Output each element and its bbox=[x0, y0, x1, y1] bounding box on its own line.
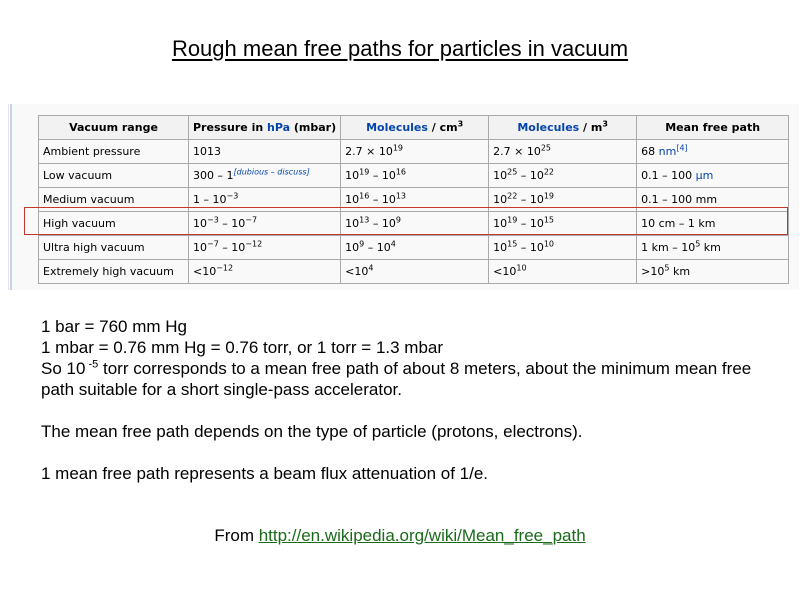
panel-accent-bar bbox=[10, 104, 12, 290]
cell-molecules-cm3: $2.7 \times 10^{19}$ bbox=[341, 140, 489, 164]
cell-pressure: $10^{-7} - 10^{-12}$ bbox=[189, 236, 341, 260]
cell-molecules-m3: $<10^{10}$ bbox=[489, 260, 637, 284]
source-line: From http://en.wikipedia.org/wiki/Mean_free_path bbox=[214, 526, 586, 545]
header-molecules-cm3: Molecules / $cm^3$ bbox=[341, 116, 489, 140]
cell-range: Extremely high vacuum bbox=[39, 260, 189, 284]
cell-range: Ultra high vacuum bbox=[39, 236, 189, 260]
cell-mean-free-path: 68 nm[4] bbox=[637, 140, 789, 164]
cell-mean-free-path: 0.1 – 100 mm bbox=[637, 188, 789, 212]
cell-pressure: $1 - 10^{-3}$ bbox=[189, 188, 341, 212]
cell-molecules-cm3: $<10^4$ bbox=[341, 260, 489, 284]
note-attenuation: 1 mean free path represents a beam flux attenuation of 1/e. bbox=[41, 464, 489, 483]
cell-pressure: $10^{-3} - 10^{-7}$ bbox=[189, 212, 341, 236]
cell-molecules-cm3: $10^{13} - 10^9$ bbox=[341, 212, 489, 236]
note-particle-type: The mean free path depends on the type of particle (protons, electrons). bbox=[41, 422, 583, 441]
cell-range: Medium vacuum bbox=[39, 188, 189, 212]
cell-molecules-cm3: $10^9 - 10^4$ bbox=[341, 236, 489, 260]
cell-molecules-cm3: $10^{19} - 10^{16}$ bbox=[341, 164, 489, 188]
molecules-link[interactable]: Molecules bbox=[517, 121, 580, 134]
cell-molecules-m3: $10^{19} - 10^{15}$ bbox=[489, 212, 637, 236]
wikipedia-link[interactable]: http://en.wikipedia.org/wiki/Mean_free_path bbox=[258, 526, 586, 545]
header-pressure: Pressure in hPa (mbar) bbox=[189, 116, 341, 140]
cell-mean-free-path: 0.1 – 100 µm bbox=[637, 164, 789, 188]
cell-pressure: $<10^{-12}$ bbox=[189, 260, 341, 284]
note-bar-conversion: 1 bar = 760 mm Hg bbox=[41, 317, 187, 336]
row-ultra-high-vacuum bbox=[39, 236, 789, 260]
cell-molecules-m3: $2.7 \times 10^{25}$ bbox=[489, 140, 637, 164]
slide-title: Rough mean free paths for particles in vacuum bbox=[171, 36, 629, 61]
molecules-link[interactable]: Molecules bbox=[366, 121, 428, 134]
cell-molecules-m3: $10^{25} - 10^{22}$ bbox=[489, 164, 637, 188]
cell-molecules-cm3: $10^{16} - 10^{13}$ bbox=[341, 188, 489, 212]
cell-mean-free-path: 10 cm – 1 km bbox=[637, 212, 789, 236]
cell-range: Ambient pressure bbox=[39, 140, 189, 164]
cell-pressure: 1013 bbox=[189, 140, 341, 164]
note-torr-mean-free-path: So 10 $^{-5}$ torr corresponds to a mean free path of about 8 meters, about the minimum mean free path suitable for a short single-pass accelerator. bbox=[41, 358, 752, 399]
hpa-link[interactable]: hPa bbox=[267, 121, 291, 134]
header-vacuum-range: Vacuum range bbox=[39, 116, 189, 140]
cell-range: Low vacuum bbox=[39, 164, 189, 188]
cell-pressure: 300 – 1[dubious – discuss] bbox=[189, 164, 341, 188]
row-low-vacuum bbox=[39, 164, 789, 188]
note-mbar-conversion: 1 mbar = 0.76 mm Hg = 0.76 torr, or 1 torr = 1.3 mbar bbox=[41, 338, 444, 357]
header-mean-free-path: Mean free path bbox=[637, 116, 789, 140]
cell-range: High vacuum bbox=[39, 212, 189, 236]
notes-text bbox=[41, 316, 781, 484]
table-header-row bbox=[39, 116, 789, 140]
row-extremely-high-vacuum bbox=[39, 260, 789, 284]
row-ambient-pressure bbox=[39, 140, 789, 164]
vacuum-table bbox=[38, 115, 789, 284]
high-vacuum-highlight-box bbox=[24, 207, 788, 235]
header-molecules-m3: Molecules / $m^3$ bbox=[489, 116, 637, 140]
cell-molecules-m3: $10^{22} - 10^{19}$ bbox=[489, 188, 637, 212]
cell-mean-free-path: 1 km – $10^5$ km bbox=[637, 236, 789, 260]
cell-molecules-m3: $10^{15} - 10^{10}$ bbox=[489, 236, 637, 260]
cell-mean-free-path: $>10^5$ km bbox=[637, 260, 789, 284]
